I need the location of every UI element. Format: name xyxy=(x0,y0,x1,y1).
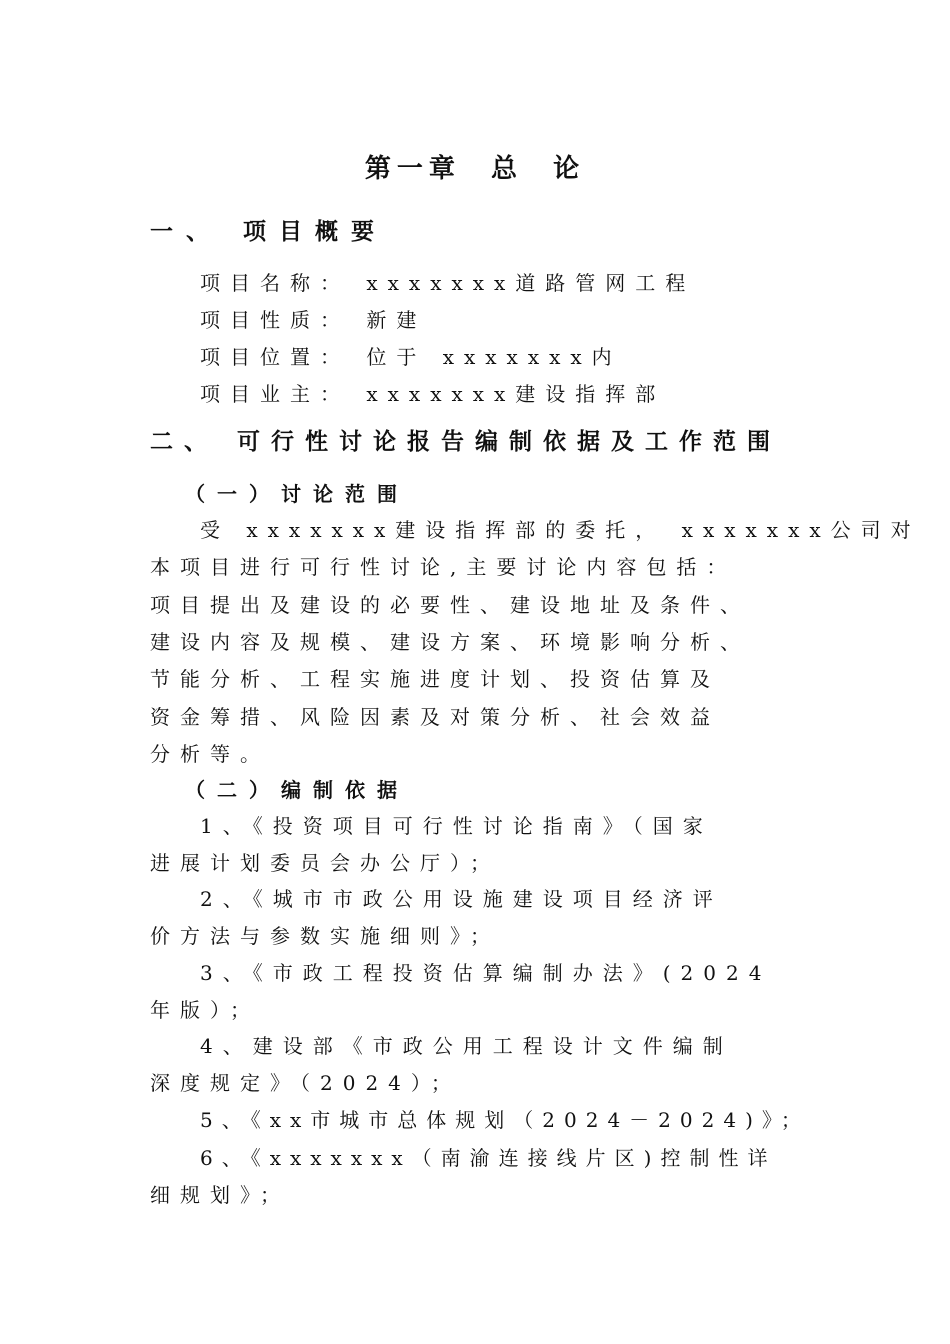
basis-list-line: 细规划》； xyxy=(150,1183,290,1207)
basis-list-line: 价方法与参数实施细则》； xyxy=(150,924,500,948)
basis-list-line: 3、《市政工程投资估算编制办法》(2024 xyxy=(200,961,772,985)
overview-item-owner: 项目业主： xxxxxxx建设指挥部 xyxy=(200,382,666,406)
basis-list-line: 5、《xx市城市总体规划（2024－2024)》； xyxy=(200,1108,810,1132)
scope-paragraph-line: 本项目进行可行性讨论,主要讨论内容包括： xyxy=(150,555,737,579)
basis-list-line: 4、建设部《市政公用工程设计文件编制 xyxy=(200,1034,733,1058)
scope-paragraph-line: 建设内容及规模、建设方案、环境影响分析、 xyxy=(150,630,750,654)
basis-list-line: 深度规定》（2024）； xyxy=(150,1071,461,1095)
overview-item-location: 项目位置： 位于 xxxxxxx内 xyxy=(200,345,622,369)
subsection-heading-basis: （二）编制依据 xyxy=(185,778,409,802)
overview-item-nature: 项目性质： 新建 xyxy=(200,308,427,332)
section-heading-overview: 一、 项目概要 xyxy=(150,218,388,245)
basis-list-line: 1、《投资项目可行性讨论指南》（国家 xyxy=(200,814,713,838)
scope-paragraph-line: 项目提出及建设的必要性、建设地址及条件、 xyxy=(150,593,750,617)
basis-list-line: 2、《城市市政公用设施建设项目经济评 xyxy=(200,887,723,911)
scope-paragraph-line: 分析等。 xyxy=(150,742,270,766)
basis-list-line: 6、《xxxxxxx（南渝连接线片区)控制性详 xyxy=(200,1146,777,1170)
subsection-heading-scope: （一）讨论范围 xyxy=(185,482,409,506)
scope-paragraph-line: 节能分析、工程实施进度计划、投资估算及 xyxy=(150,667,720,691)
chapter-title: 第一章 总 论 xyxy=(364,154,586,184)
section-heading-basis: 二、 可行性讨论报告编制依据及工作范围 xyxy=(150,428,782,455)
basis-list-line: 年版）； xyxy=(150,998,260,1022)
overview-item-name: 项目名称： xxxxxxx道路管网工程 xyxy=(200,271,696,295)
scope-paragraph-line: 受 xxxxxxx建设指挥部的委托， xxxxxxx公司对 xyxy=(200,518,921,542)
basis-list-line: 进展计划委员会办公厅）； xyxy=(150,851,500,875)
scope-paragraph-line: 资金筹措、风险因素及对策分析、社会效益 xyxy=(150,705,720,729)
